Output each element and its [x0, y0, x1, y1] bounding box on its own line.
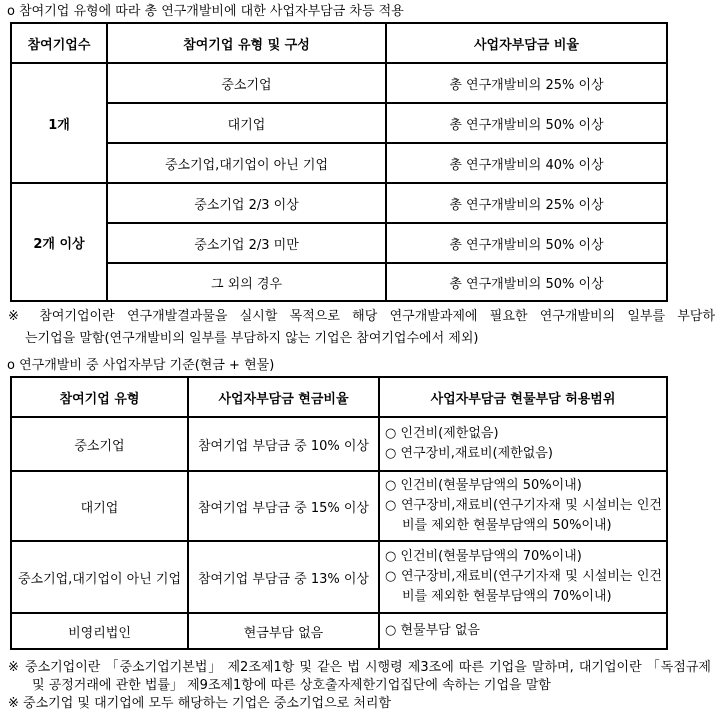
- t1-ratio: 총 연구개발비의 50% 이상: [386, 223, 667, 263]
- table-row: [11, 471, 667, 541]
- note-line: 및 공정거래에 관한 법률」 제9조제1항에 따른 상호출자제한기업집단에 속하는 기업을 말함: [32, 678, 551, 693]
- definition-notes: [8, 659, 711, 713]
- table-row: [11, 223, 667, 263]
- t1-ratio: 총 연구개발비의 40% 이상: [386, 143, 667, 183]
- table-row: [11, 63, 667, 103]
- participating-company-note: [8, 306, 715, 350]
- inkind-item: ○ 현물부담 없음: [385, 623, 480, 638]
- table-row: [11, 541, 667, 613]
- t1-company-type: 그 외의 경우: [107, 263, 386, 301]
- t2-inkind-cell: [379, 541, 667, 613]
- t2-inkind-cell: [379, 417, 667, 471]
- table-row: [11, 613, 667, 649]
- note-line: ※ 중소기업 및 대기업에 모두 해당하는 기업은 중소기업으로 처리함: [8, 696, 392, 711]
- t1-group-count-2plus: 2개 이상: [11, 183, 107, 301]
- inkind-item: ○ 인건비(현물부담액의 50%이내): [385, 478, 582, 493]
- table-row: [11, 183, 667, 223]
- inkind-item: ○ 인건비(현물부담액의 70%이내): [385, 549, 582, 564]
- inkind-item: ○ 연구장비,재료비(연구기자재 및 시설비는 인건비를 제외한 현물부담액의 50%이내): [385, 498, 662, 533]
- contribution-standard-table: [10, 376, 668, 650]
- t1-ratio: 총 연구개발비의 25% 이상: [386, 63, 667, 103]
- t1-ratio: 총 연구개발비의 50% 이상: [386, 263, 667, 301]
- section1-title: o 참여기업 유형에 따라 총 연구개발비에 대한 사업자부담금 차등 적용: [7, 4, 404, 19]
- section2-title: o 연구개발비 중 사업자부담 기준(현금 + 현물): [7, 358, 275, 373]
- t1-company-type: 중소기업 2/3 미만: [107, 223, 386, 263]
- table-row: [11, 103, 667, 143]
- t2-company-type: 대기업: [11, 471, 188, 541]
- funding-ratio-table: [10, 22, 668, 302]
- t1-group-count-1: 1개: [11, 63, 107, 183]
- t2-header-inkind-range: 사업자부담금 현물부담 허용범위: [379, 377, 667, 417]
- t1-company-type: 대기업: [107, 103, 386, 143]
- t1-company-type: 중소기업,대기업이 아닌 기업: [107, 143, 386, 183]
- t2-header-company-type: 참여기업 유형: [11, 377, 188, 417]
- t2-inkind-cell: [379, 471, 667, 541]
- inkind-item: ○ 연구장비,재료비(제한없음): [385, 446, 553, 461]
- t2-inkind-cell: [379, 613, 667, 649]
- inkind-item: ○ 인건비(제한없음): [385, 426, 499, 441]
- t1-company-type: 중소기업 2/3 이상: [107, 183, 386, 223]
- table-row: [11, 263, 667, 301]
- table-row: [11, 143, 667, 183]
- t2-cash-ratio: 참여기업 부담금 중 10% 이상: [188, 417, 379, 471]
- t2-company-type: 비영리법인: [11, 613, 188, 649]
- t1-header-company-count: 참여기업수: [11, 23, 107, 63]
- inkind-item: ○ 연구장비,재료비(연구기자재 및 시설비는 인건비를 제외한 현물부담액의 70%이내): [385, 569, 662, 604]
- t1-company-type: 중소기업: [107, 63, 386, 103]
- t2-cash-ratio: 참여기업 부담금 중 13% 이상: [188, 541, 379, 613]
- t2-cash-ratio: 참여기업 부담금 중 15% 이상: [188, 471, 379, 541]
- table-row: [11, 417, 667, 471]
- t1-ratio: 총 연구개발비의 50% 이상: [386, 103, 667, 143]
- t2-company-type: 중소기업: [11, 417, 188, 471]
- t2-company-type: 중소기업,대기업이 아닌 기업: [11, 541, 188, 613]
- table-header-row: [11, 377, 667, 417]
- note-line: ※ 중소기업이란 「중소기업기본법」 제2조제1항 및 같은 법 시행령 제3조에 따른 기업을 말하며, 대기업이란 「독점규제: [8, 660, 711, 675]
- t1-header-ratio: 사업자부담금 비율: [386, 23, 667, 63]
- t2-header-cash-ratio: 사업자부담금 현금비율: [188, 377, 379, 417]
- table-header-row: [11, 23, 667, 63]
- document-page: [0, 4, 717, 711]
- note-line: ※ 참여기업이란 연구개발결과물을 실시할 목적으로 해당 연구개발과제에 필요한 연구개발비의 일부를 부담하: [8, 309, 715, 324]
- note-line: 는기업을 말함(연구개발비의 일부를 부담하지 않는 기업은 참여기업수에서 제외): [25, 331, 479, 346]
- t2-cash-ratio: 현금부담 없음: [188, 613, 379, 649]
- t1-ratio: 총 연구개발비의 25% 이상: [386, 183, 667, 223]
- t1-header-company-type: 참여기업 유형 및 구성: [107, 23, 386, 63]
